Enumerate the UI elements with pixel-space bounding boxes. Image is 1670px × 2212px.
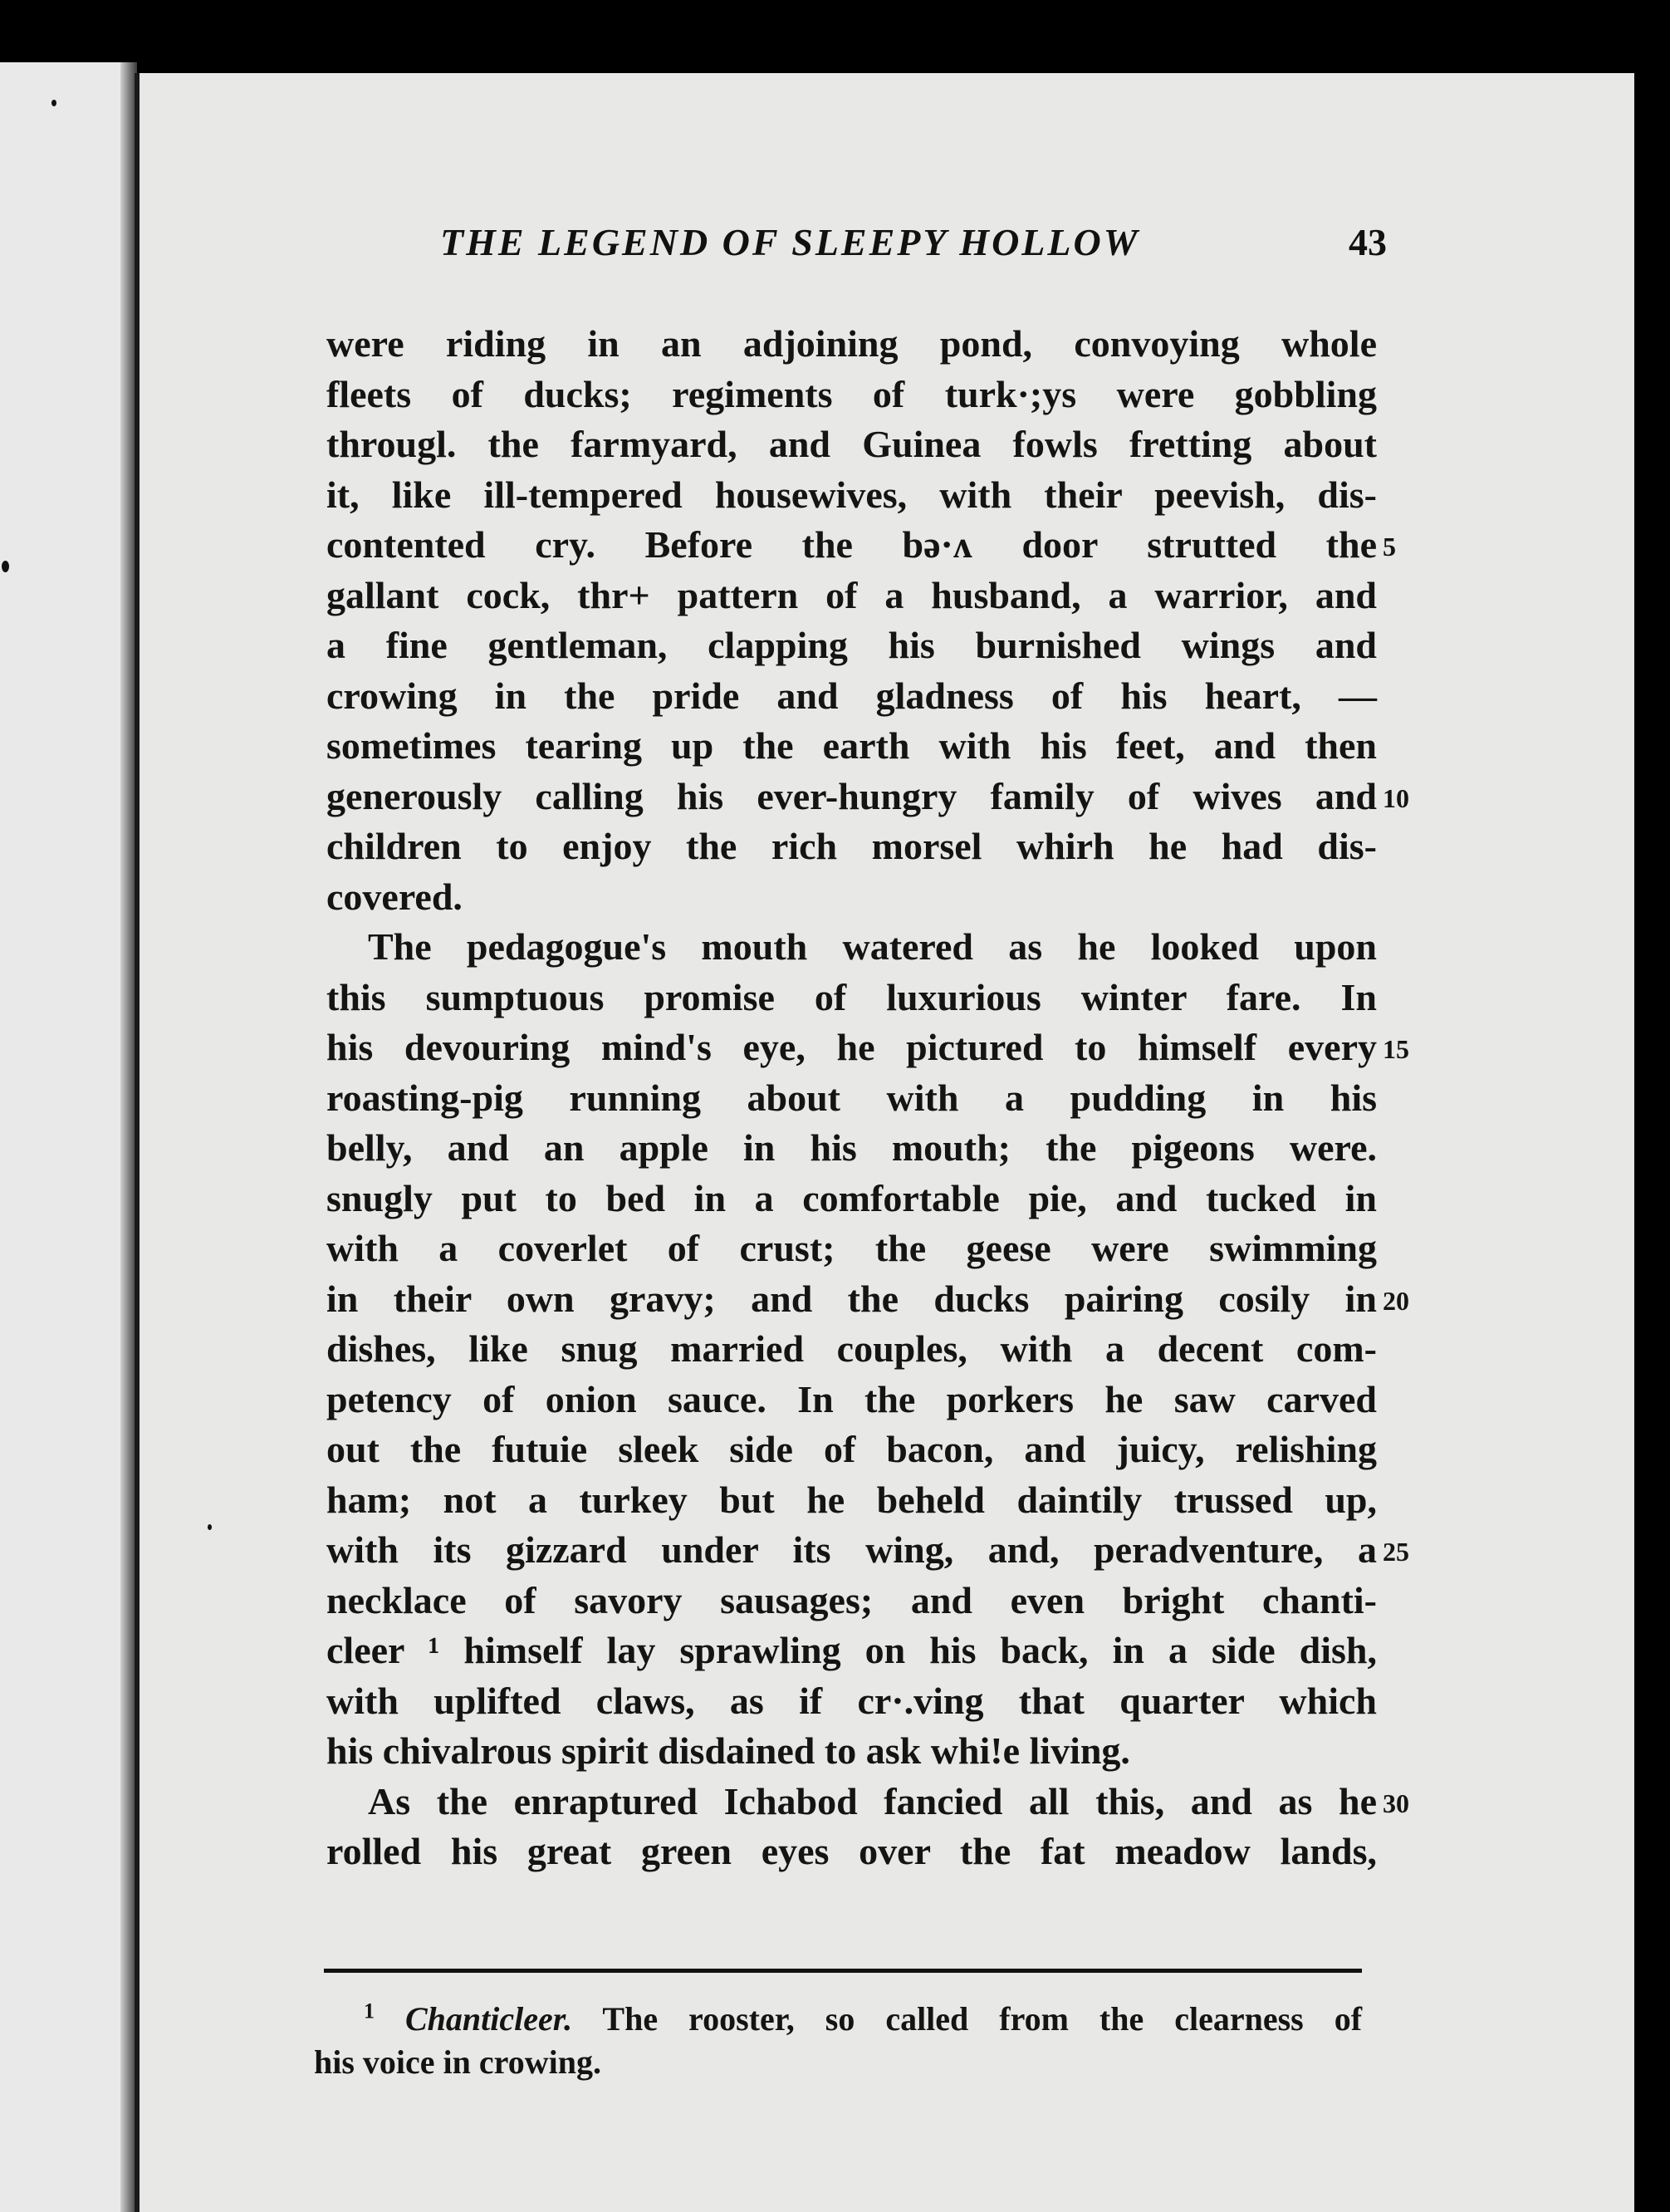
text-line bbox=[326, 1123, 1377, 1174]
line-text: were riding in an adjoining pond, convoying whole bbox=[326, 322, 1377, 365]
text-line bbox=[326, 319, 1377, 370]
text-line bbox=[326, 1576, 1377, 1626]
text-line bbox=[326, 1023, 1409, 1073]
line-text: with a coverlet of crust; the geese were swimming bbox=[326, 1227, 1377, 1269]
text-line bbox=[326, 671, 1377, 722]
footnote-definition: The rooster, so called from the clearness of bbox=[602, 2000, 1363, 2038]
text-line bbox=[326, 1525, 1409, 1576]
line-text: The pedagogue's mouth watered as he looked upon bbox=[368, 925, 1377, 968]
body-text bbox=[326, 319, 1409, 1877]
line-text: with uplifted claws, as if cr·.ving that quarter which bbox=[326, 1679, 1377, 1722]
line-text: children to enjoy the rich morsel whirh he had dis- bbox=[326, 825, 1377, 867]
ink-speck bbox=[208, 1524, 212, 1530]
line-text: his devouring mind's eye, he pictured to himself every bbox=[326, 1026, 1377, 1068]
line-text: roasting-pig running about with a pudding in his bbox=[326, 1076, 1377, 1119]
text-line bbox=[326, 822, 1377, 872]
line-text: contented cry. Before the bə·ʌ door strutted the bbox=[326, 523, 1377, 566]
text-line bbox=[326, 1425, 1377, 1475]
line-text: out the futuie sleek side of bacon, and juicy, relishing bbox=[326, 1428, 1377, 1470]
line-text: fleets of ducks; regiments of turk·;ys were gobbling bbox=[326, 372, 1377, 415]
line-text: througl. the farmyard, and Guinea fowls fretting about bbox=[326, 423, 1377, 465]
footnote-line: his voice in crowing. bbox=[314, 2043, 601, 2081]
text-line bbox=[326, 1626, 1377, 1676]
text-line bbox=[326, 1827, 1377, 1877]
line-text: in their own gravy; and the ducks pairing cosily in bbox=[326, 1277, 1377, 1320]
footnote-rule bbox=[324, 1969, 1362, 1973]
line-text: it, like ill-tempered housewives, with their peevish, dis- bbox=[326, 473, 1377, 516]
line-number: 25 bbox=[1383, 1537, 1409, 1567]
line-text: petency of onion sauce. In the porkers he saw carved bbox=[326, 1377, 1377, 1420]
line-text: covered. bbox=[326, 875, 463, 918]
text-line bbox=[326, 1475, 1377, 1526]
line-number: 30 bbox=[1383, 1788, 1409, 1818]
text-line bbox=[326, 1324, 1377, 1375]
page-number: 43 bbox=[1349, 221, 1387, 263]
line-text: crowing in the pride and gladness of his heart, — bbox=[326, 674, 1377, 717]
line-text: this sumptuous promise of luxurious winter fare. In bbox=[326, 975, 1377, 1018]
text-line bbox=[326, 1726, 1377, 1777]
line-text: ham; not a turkey but he beheld daintily trussed up, bbox=[326, 1478, 1377, 1521]
line-text: As the enraptured Ichabod fancied all this, and as he bbox=[368, 1779, 1377, 1822]
footnote-marker: 1 bbox=[364, 1999, 375, 2023]
text-line bbox=[326, 419, 1377, 470]
text-line bbox=[326, 1274, 1409, 1325]
line-text: gallant cock, thr+ pattern of a husband, a warrior, and bbox=[326, 573, 1377, 616]
line-text: a fine gentleman, clapping his burnished wings and bbox=[326, 624, 1377, 666]
text-line bbox=[326, 973, 1377, 1023]
line-text: sometimes tearing up the earth with his feet, and then bbox=[326, 724, 1377, 767]
text-line bbox=[326, 520, 1396, 571]
text-line bbox=[326, 470, 1377, 521]
line-text: with its gizzard under its wing, and, peradventure, a bbox=[326, 1528, 1377, 1571]
previous-page-edge bbox=[0, 62, 133, 2212]
line-text: his chivalrous spirit disdained to ask whi!e living. bbox=[326, 1729, 1130, 1772]
ink-speck bbox=[2, 561, 9, 572]
text-line bbox=[326, 1375, 1377, 1425]
line-number: 15 bbox=[1383, 1034, 1409, 1064]
text-line bbox=[326, 620, 1377, 671]
text-line bbox=[326, 872, 1377, 923]
text-line bbox=[326, 370, 1377, 420]
footnote-term: Chanticleer. bbox=[404, 2000, 573, 2038]
line-text: generously calling his ever-hungry family of wives and bbox=[326, 774, 1377, 817]
ink-speck bbox=[51, 100, 56, 106]
line-text: dishes, like snug married couples, with a decent com- bbox=[326, 1327, 1377, 1370]
text-line bbox=[326, 571, 1377, 621]
text-line bbox=[326, 1676, 1377, 1727]
text-line bbox=[326, 922, 1377, 973]
text-line bbox=[326, 772, 1409, 822]
line-text: snugly put to bed in a comfortable pie, and tucked in bbox=[326, 1176, 1377, 1219]
line-text: belly, and an apple in his mouth; the pigeons were. bbox=[326, 1126, 1377, 1169]
line-number: 10 bbox=[1383, 782, 1409, 813]
footnote-line bbox=[314, 1998, 1362, 2041]
line-number: 20 bbox=[1383, 1285, 1409, 1316]
running-head bbox=[440, 220, 1387, 270]
line-text: cleer ¹ himself lay sprawling on his back, in a side dish, bbox=[326, 1629, 1377, 1671]
line-text: necklace of savory sausages; and even bright chanti- bbox=[326, 1578, 1377, 1621]
running-title: THE LEGEND OF SLEEPY HOLLOW bbox=[440, 221, 1140, 263]
line-number: 5 bbox=[1383, 532, 1396, 562]
text-line bbox=[326, 1174, 1377, 1224]
text-line bbox=[326, 1224, 1377, 1274]
line-text: rolled his great green eyes over the fat meadow lands, bbox=[326, 1830, 1377, 1872]
footnote bbox=[314, 1998, 1362, 2084]
text-line bbox=[326, 1777, 1409, 1827]
text-line bbox=[326, 1073, 1377, 1124]
text-line bbox=[326, 721, 1377, 772]
